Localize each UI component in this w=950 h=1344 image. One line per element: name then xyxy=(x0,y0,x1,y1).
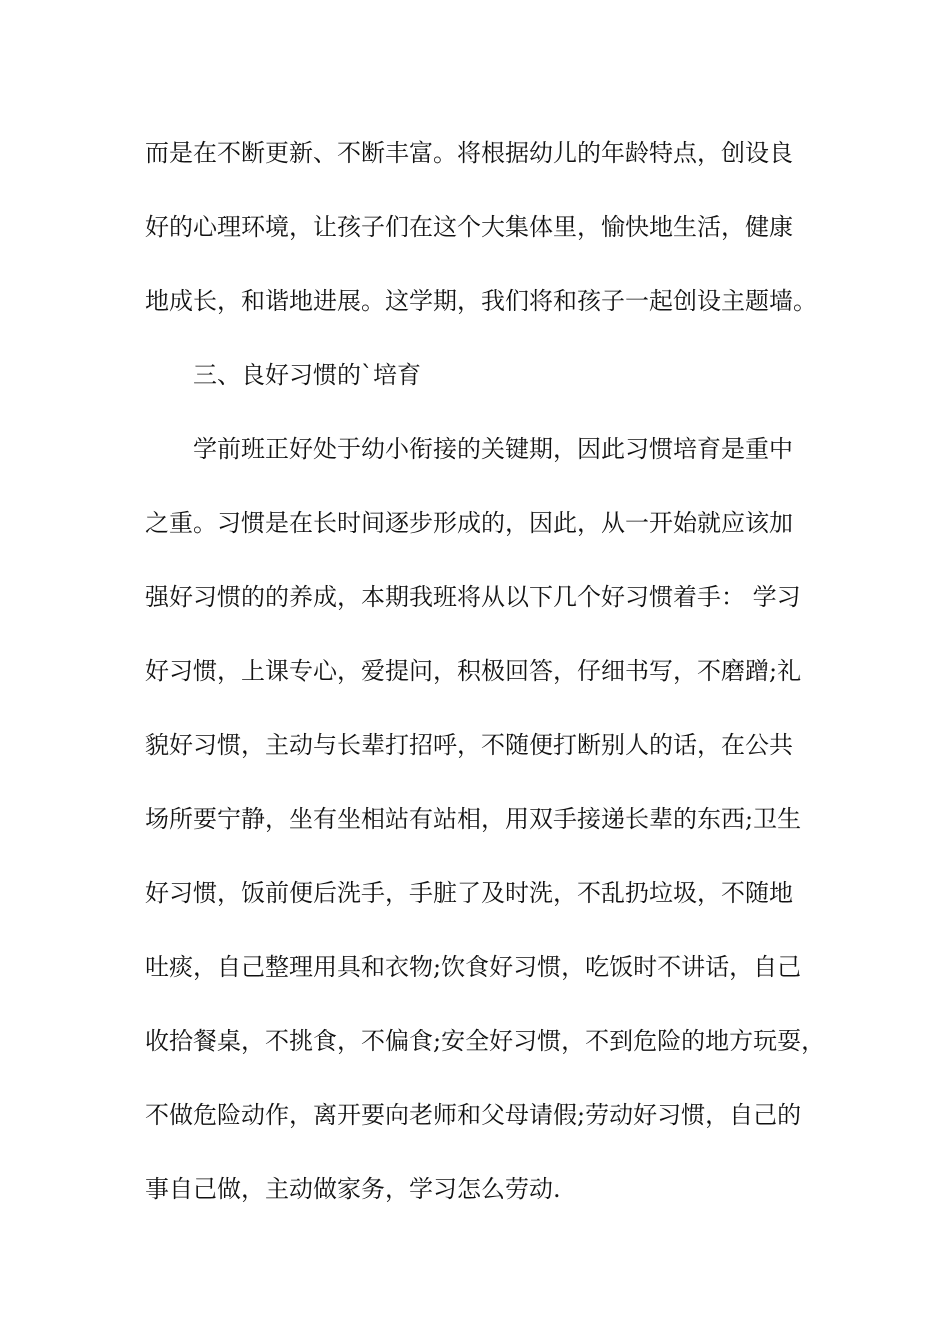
paragraph-line: 地成长，和谐地进展。这学期，我们将和孩子一起创设主题墙。 xyxy=(145,287,817,315)
paragraph-line: 貌好习惯，主动与长辈打招呼，不随便打断别人的话，在公共 xyxy=(145,731,793,759)
paragraph-line: 好的心理环境，让孩子们在这个大集体里，愉快地生活，健康 xyxy=(145,213,793,241)
paragraph-line: 好习惯，上课专心，爱提问，积极回答，仔细书写，不磨蹭;礼 xyxy=(145,657,802,685)
paragraph-line: 吐痰，自己整理用具和衣物;饮食好习惯，吃饭时不讲话，自己 xyxy=(145,953,802,981)
paragraph-line: 场所要宁静，坐有坐相站有站相，用双手接递长辈的东西;卫生 xyxy=(145,805,802,833)
paragraph-line: 不做危险动作，离开要向老师和父母请假;劳动好习惯，自己的 xyxy=(145,1101,802,1129)
section-heading: 三、良好习惯的`培育 xyxy=(193,361,421,389)
paragraph-line: 而是在不断更新、不断丰富。将根据幼儿的年龄特点，创设良 xyxy=(145,139,793,167)
paragraph-line: 好习惯，饭前便后洗手，手脏了及时洗，不乱扔垃圾，不随地 xyxy=(145,879,793,907)
paragraph-line: 之重。习惯是在长时间逐步形成的，因此，从一开始就应该加 xyxy=(145,509,793,537)
paragraph-line: 学前班正好处于幼小衔接的关键期，因此习惯培育是重中 xyxy=(193,435,793,463)
paragraph-line: 事自己做，主动做家务，学习怎么劳动. xyxy=(145,1175,561,1203)
paragraph-line: 收拾餐桌，不挑食，不偏食;安全好习惯，不到危险的地方玩耍， xyxy=(145,1027,826,1055)
paragraph-line: 强好习惯的的养成，本期我班将从以下几个好习惯着手： 学习 xyxy=(145,583,801,611)
